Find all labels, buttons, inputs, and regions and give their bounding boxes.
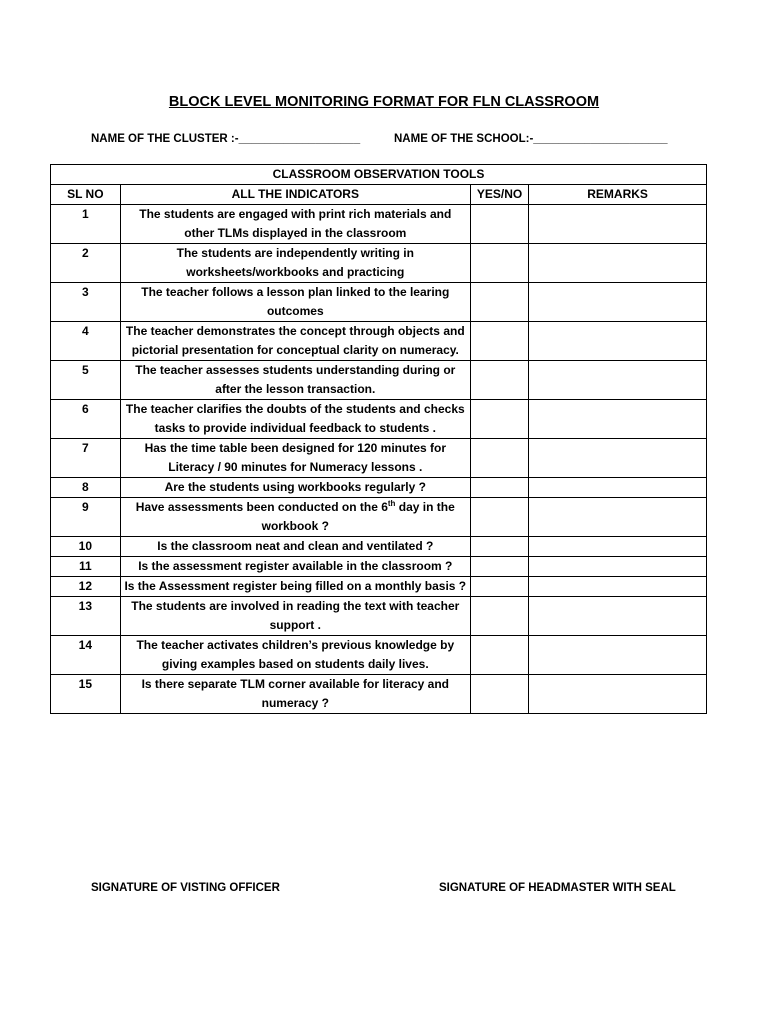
row-number: 11 — [51, 557, 121, 577]
table-row — [51, 557, 707, 577]
yes-no-cell[interactable] — [470, 322, 528, 361]
row-indicator: Has the time table been designed for 120 minutes for Literacy / 90 minutes for Numeracy lessons . — [120, 439, 470, 478]
table-row — [51, 478, 707, 498]
table-row — [51, 675, 707, 714]
school-name-field: NAME OF THE SCHOOL:-_____________________ — [394, 133, 668, 145]
remarks-cell[interactable] — [529, 597, 707, 636]
table-row — [51, 498, 707, 537]
row-number: 2 — [51, 244, 121, 283]
row-indicator: Is the classroom neat and clean and ventilated ? — [120, 537, 470, 557]
remarks-cell[interactable] — [529, 361, 707, 400]
indicator-text-pre: Have assessments been conducted on the 6 — [135, 500, 388, 514]
row-indicator: The teacher activates children’s previous knowledge by giving examples based on students daily lives. — [120, 636, 470, 675]
row-number: 13 — [51, 597, 121, 636]
remarks-cell[interactable] — [529, 498, 707, 537]
row-indicator: The students are involved in reading the text with teacher support . — [120, 597, 470, 636]
row-number: 4 — [51, 322, 121, 361]
row-indicator: Is there separate TLM corner available for literacy and numeracy ? — [120, 675, 470, 714]
ordinal-suffix: th — [387, 499, 396, 508]
table-row — [51, 636, 707, 675]
header-yes-no: YES/NO — [470, 185, 528, 205]
row-number: 5 — [51, 361, 121, 400]
yes-no-cell[interactable] — [470, 244, 528, 283]
observation-table — [50, 164, 707, 714]
table-row — [51, 205, 707, 244]
indicator-text-post: day in the workbook ? — [261, 500, 455, 533]
cluster-name-field: NAME OF THE CLUSTER :-___________________ — [91, 133, 361, 145]
row-number: 7 — [51, 439, 121, 478]
remarks-cell[interactable] — [529, 537, 707, 557]
row-indicator: The teacher demonstrates the concept through objects and pictorial presentation for conceptual clarity on numeracy. — [120, 322, 470, 361]
yes-no-cell[interactable] — [470, 361, 528, 400]
table-row — [51, 322, 707, 361]
row-number: 12 — [51, 577, 121, 597]
page-title — [0, 94, 768, 110]
row-number: 15 — [51, 675, 121, 714]
remarks-cell[interactable] — [529, 675, 707, 714]
table-row — [51, 400, 707, 439]
yes-no-cell[interactable] — [470, 557, 528, 577]
yes-no-cell[interactable] — [470, 675, 528, 714]
remarks-cell[interactable] — [529, 439, 707, 478]
yes-no-cell[interactable] — [470, 498, 528, 537]
remarks-cell[interactable] — [529, 478, 707, 498]
row-indicator: Is the Assessment register being filled on a monthly basis ? — [120, 577, 470, 597]
officer-signature-label: SIGNATURE OF VISTING OFFICER — [91, 882, 280, 894]
row-indicator: Is the assessment register available in the classroom ? — [120, 557, 470, 577]
header-indicators: ALL THE INDICATORS — [120, 185, 470, 205]
row-number: 9 — [51, 498, 121, 537]
row-indicator: The students are engaged with print rich materials and other TLMs displayed in the classroom — [120, 205, 470, 244]
row-indicator — [120, 498, 470, 537]
table-caption: CLASSROOM OBSERVATION TOOLS — [51, 165, 707, 185]
yes-no-cell[interactable] — [470, 205, 528, 244]
yes-no-cell[interactable] — [470, 577, 528, 597]
remarks-cell[interactable] — [529, 244, 707, 283]
remarks-cell[interactable] — [529, 557, 707, 577]
header-sl-no: SL NO — [51, 185, 121, 205]
table-row — [51, 577, 707, 597]
table-row — [51, 597, 707, 636]
table-row — [51, 283, 707, 322]
remarks-cell[interactable] — [529, 283, 707, 322]
row-number: 6 — [51, 400, 121, 439]
row-indicator: The students are independently writing in worksheets/workbooks and practicing — [120, 244, 470, 283]
yes-no-cell[interactable] — [470, 537, 528, 557]
row-number: 10 — [51, 537, 121, 557]
row-number: 8 — [51, 478, 121, 498]
table-row — [51, 439, 707, 478]
page-title-text: BLOCK LEVEL MONITORING FORMAT FOR FLN CLASSROOM — [168, 94, 600, 110]
table-row — [51, 537, 707, 557]
row-indicator: The teacher clarifies the doubts of the students and checks tasks to provide individual feedback to students . — [120, 400, 470, 439]
yes-no-cell[interactable] — [470, 283, 528, 322]
header-remarks: REMARKS — [529, 185, 707, 205]
row-indicator: The teacher follows a lesson plan linked to the learing outcomes — [120, 283, 470, 322]
row-number: 3 — [51, 283, 121, 322]
yes-no-cell[interactable] — [470, 400, 528, 439]
remarks-cell[interactable] — [529, 636, 707, 675]
remarks-cell[interactable] — [529, 322, 707, 361]
table-row — [51, 244, 707, 283]
row-indicator: Are the students using workbooks regularly ? — [120, 478, 470, 498]
remarks-cell[interactable] — [529, 205, 707, 244]
remarks-cell[interactable] — [529, 400, 707, 439]
yes-no-cell[interactable] — [470, 636, 528, 675]
headmaster-signature-label: SIGNATURE OF HEADMASTER WITH SEAL — [439, 882, 676, 894]
row-indicator: The teacher assesses students understanding during or after the lesson transaction. — [120, 361, 470, 400]
remarks-cell[interactable] — [529, 577, 707, 597]
row-number: 14 — [51, 636, 121, 675]
yes-no-cell[interactable] — [470, 439, 528, 478]
yes-no-cell[interactable] — [470, 478, 528, 498]
row-number: 1 — [51, 205, 121, 244]
yes-no-cell[interactable] — [470, 597, 528, 636]
table-row — [51, 361, 707, 400]
